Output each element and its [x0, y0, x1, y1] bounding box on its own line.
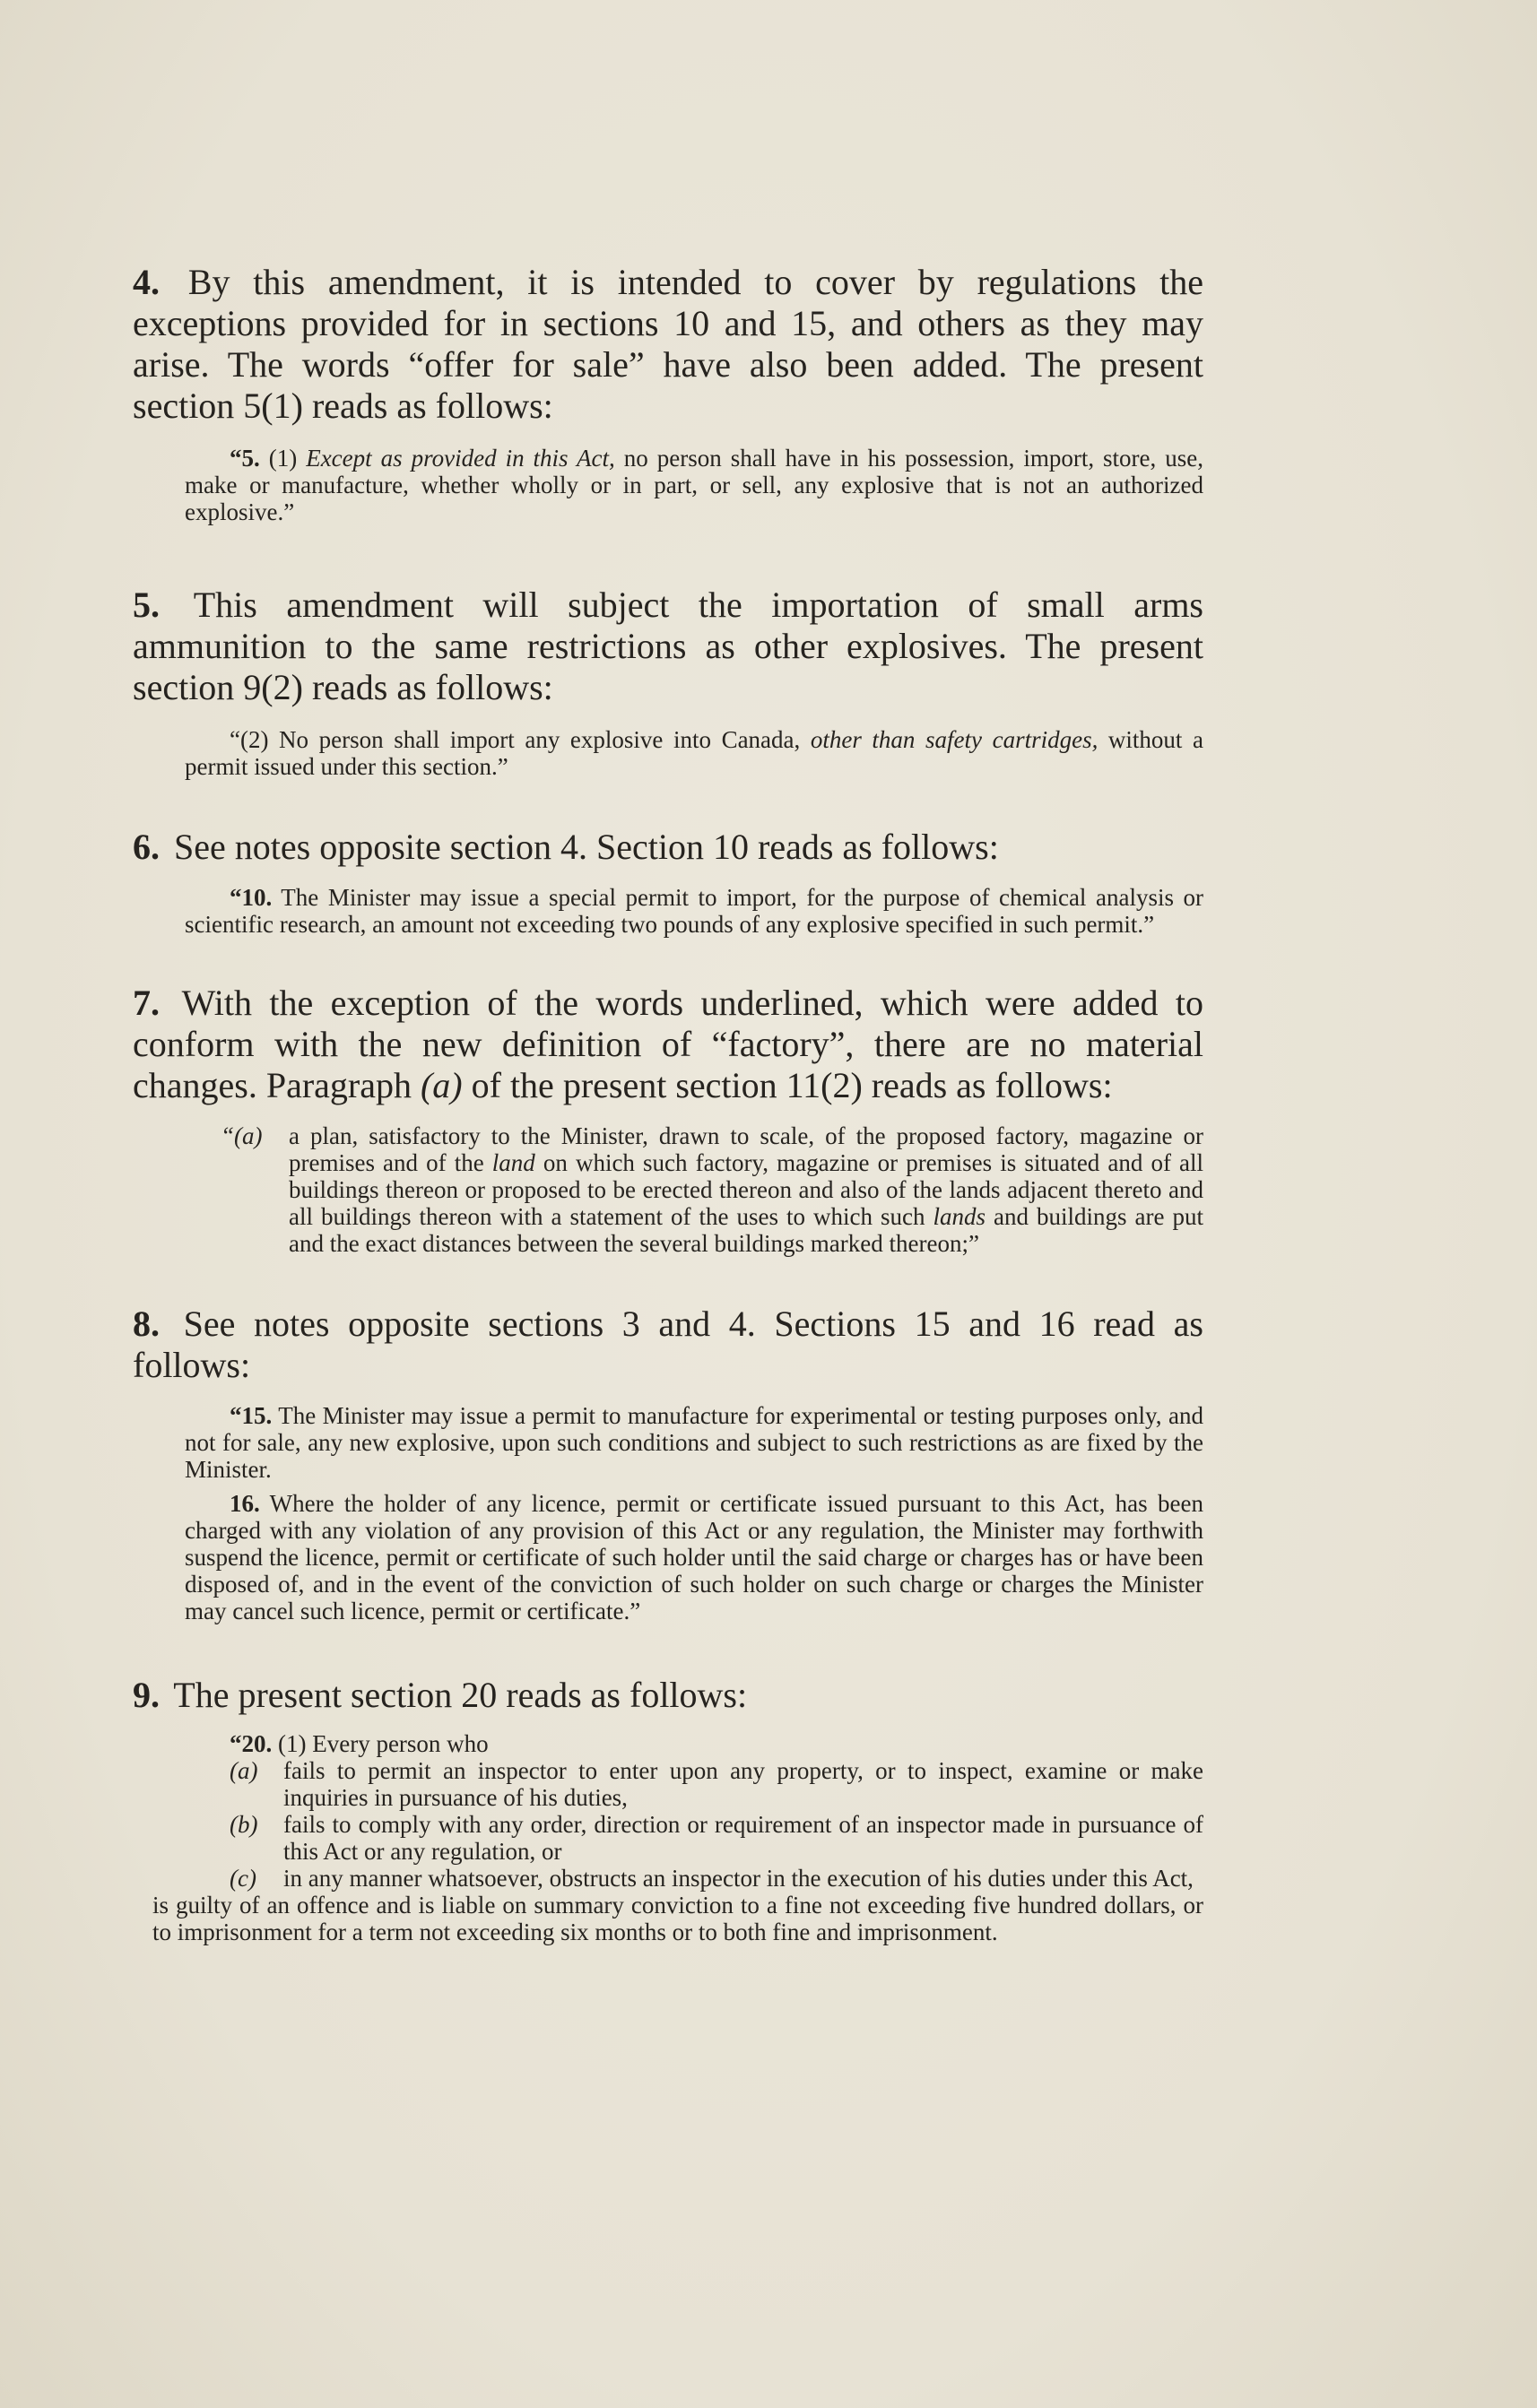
note-number: 9. — [133, 1675, 160, 1715]
note-number: 5. — [133, 585, 160, 625]
note-6-heading — [133, 827, 1203, 868]
clause-item — [230, 1811, 1203, 1865]
note-text: With the exception of the words underlined, which were added to conform with the new definition of “factory”, there are no material changes. Paragraph — [133, 983, 1204, 1105]
notes-column — [133, 262, 1203, 1945]
quote-text: (1) Every person who — [272, 1730, 489, 1757]
note-8-heading — [133, 1304, 1203, 1386]
quote-paragraph — [185, 1730, 1203, 1757]
note-number: 6. — [133, 827, 160, 867]
quote-text: and buildings are put and the exact distances between the several buildings marked thereon;” — [289, 1203, 1203, 1257]
quote-text: without a permit issued under this section.” — [185, 726, 1203, 780]
note-4 — [133, 262, 1203, 525]
clause-item — [230, 1865, 1203, 1892]
quote-text: a plan, satisfactory to the Minister, drawn to scale, of the proposed factory, magazine or premises and of the — [289, 1122, 1203, 1176]
section-number: 16. — [230, 1490, 260, 1517]
quote-text: Where the holder of any licence, permit or certificate issued pursuant to this Act, has been charged with any violation of any provision of this Act or any regulation, the Minister may forthwith suspend the licence, permit or certificate of such holder until the said charge or charges has or have been disposed of, and in the event of the conviction of such holder on such charge or charges the Minister may cancel such licence, permit or certificate.” — [185, 1490, 1203, 1624]
clause-text: in any manner whatsoever, obstructs an inspector in the execution of his duties under this Act, — [283, 1865, 1194, 1892]
clause-text: fails to permit an inspector to enter upon any property, or to inspect, examine or make inquiries in pursuance of his duties, — [283, 1757, 1203, 1811]
clause-item — [230, 1757, 1203, 1811]
quote-text: no person shall have in his possession, import, store, use, make or manufacture, whether wholly or in part, or sell, any explosive that is not an authorized explosive.” — [185, 445, 1204, 525]
note-text: By this amendment, it is intended to cover by regulations the exceptions provided for in sections 10 and 15, and others as they may arise. The words “offer for sale” have also been added. The present section 5(1) reads as follows: — [133, 262, 1203, 426]
note-5 — [133, 585, 1203, 780]
section-number: “20. — [230, 1730, 273, 1757]
note-6 — [133, 827, 1203, 938]
clause-label: (c) — [230, 1865, 256, 1892]
quoted-section — [152, 1730, 1203, 1945]
quoted-section — [185, 1122, 1203, 1257]
quote-text: on which such factory, magazine or premises is situated and of all buildings thereon or proposed to be erected thereon and also of the lands adjacent thereto and all buildings thereon with a statement of the uses to which such — [289, 1149, 1204, 1230]
note-number: 8. — [133, 1304, 160, 1344]
clause-label: (a) — [230, 1757, 258, 1784]
quote-paragraph — [185, 1490, 1203, 1624]
quote-paragraph — [185, 884, 1203, 938]
quoted-section — [185, 1402, 1203, 1624]
section-number: “5. — [230, 445, 260, 472]
quote-emphasis: Except as provided in this Act, — [306, 445, 615, 472]
clause-label: (b) — [230, 1811, 258, 1838]
quoted-section — [185, 884, 1203, 938]
note-emphasis: (a) — [420, 1065, 463, 1105]
note-number: 7. — [133, 983, 160, 1023]
quoted-section — [185, 445, 1203, 525]
quote-text: “(2) No person shall import any explosive into Canada, — [230, 726, 811, 753]
note-number: 4. — [133, 262, 160, 302]
paragraph-label: “(a) — [221, 1122, 263, 1149]
note-4-heading — [133, 262, 1203, 427]
quote-paragraph — [185, 1402, 1203, 1483]
quoted-section — [185, 726, 1203, 780]
note-9-heading — [133, 1675, 1203, 1716]
note-text: of the present section 11(2) reads as follows: — [462, 1065, 1113, 1105]
note-7-heading — [133, 983, 1203, 1106]
quote-paragraph — [185, 726, 1203, 780]
note-8 — [133, 1304, 1203, 1624]
note-5-heading — [133, 585, 1203, 708]
note-text: See notes opposite sections 3 and 4. Sections 15 and 16 read as follows: — [133, 1304, 1204, 1385]
note-text: See notes opposite section 4. Section 10 reads as follows: — [174, 827, 999, 867]
clause-text: fails to comply with any order, direction or requirement of an inspector made in pursuance of this Act or any regulation, or — [283, 1811, 1203, 1865]
quote-text: (1) — [259, 445, 307, 472]
quote-emphasis: other than safety cartridges, — [810, 726, 1098, 753]
quote-text — [289, 1122, 1203, 1257]
quote-text: The Minister may issue a special permit to import, for the purpose of chemical analysis or scientific research, an amount not exceeding two pounds of any explosive specified in such permit.” — [185, 884, 1203, 938]
section-number: “10. — [230, 884, 273, 911]
note-text: This amendment will subject the importation of small arms ammunition to the same restrictions as other explosives. The present section 9(2) reads as follows: — [133, 585, 1203, 707]
note-9 — [133, 1675, 1203, 1945]
quote-paragraph — [185, 445, 1203, 525]
quote-paragraph — [221, 1122, 1203, 1257]
quote-text: The Minister may issue a permit to manufacture for experimental or testing purposes only, and not for sale, any new explosive, upon such conditions and subject to such restrictions as are fixed by the Minister. — [185, 1402, 1203, 1483]
closing-paragraph: is guilty of an offence and is liable on summary conviction to a fine not exceeding five hundred dollars, or to imprisonment for a term not exceeding six months or to both fine and imprisonment. — [152, 1892, 1203, 1945]
section-number: “15. — [230, 1402, 273, 1429]
note-text: The present section 20 reads as follows: — [173, 1675, 748, 1715]
quote-emphasis: land — [491, 1149, 535, 1176]
quote-emphasis: lands — [933, 1203, 986, 1230]
clause-list — [185, 1757, 1203, 1892]
note-7 — [133, 983, 1203, 1257]
